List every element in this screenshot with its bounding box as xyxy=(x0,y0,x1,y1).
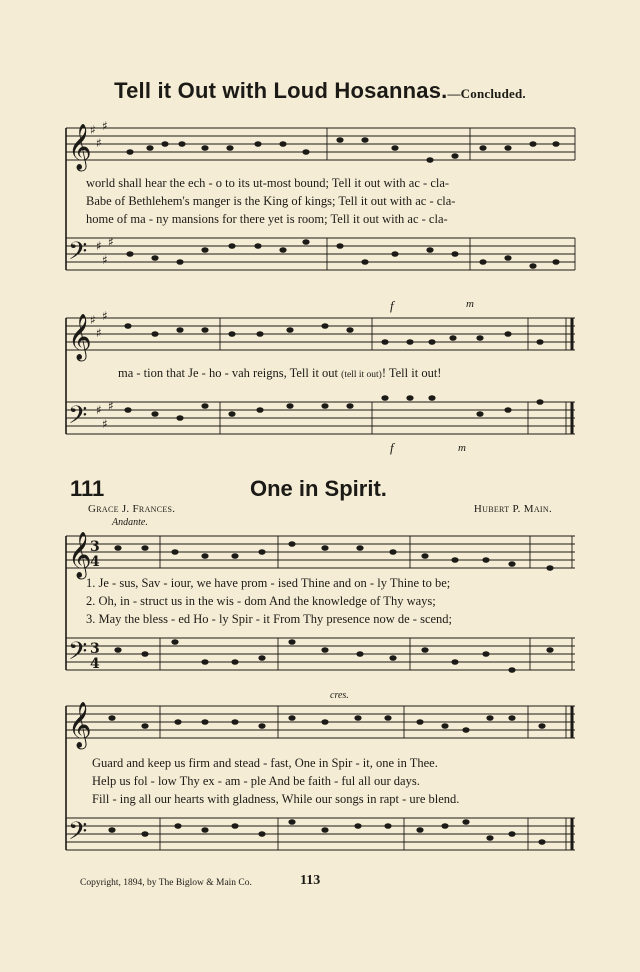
bass-clef-icon: 𝄢 xyxy=(68,401,88,436)
hymn1-s2-main: ma - tion that Je - ho - vah reigns, Tell it out xyxy=(118,366,339,380)
svg-text:♯: ♯ xyxy=(96,136,102,150)
dynamic-forte: f xyxy=(390,298,394,313)
svg-text:3: 3 xyxy=(90,539,100,555)
svg-text:♯: ♯ xyxy=(90,123,96,137)
svg-text:4: 4 xyxy=(90,656,100,672)
copyright-notice: Copyright, 1894, by The Biglow & Main Co. xyxy=(80,878,252,888)
svg-text:♯: ♯ xyxy=(90,313,96,327)
staff-d-treble xyxy=(66,706,575,738)
bass-clef-icon: 𝄢 xyxy=(68,817,88,852)
dynamic-mezzo-bass: m xyxy=(458,442,466,454)
svg-text:4: 4 xyxy=(90,554,100,570)
hymn2-s2-verse1: Guard and keep us firm and stead - fast, One in Spir - it, one in Thee. xyxy=(92,756,438,770)
staff-a-treble xyxy=(66,128,575,160)
hymn-number: 111 xyxy=(70,476,105,501)
svg-text:♯: ♯ xyxy=(96,403,102,417)
hymn-composer: Hubert P. Main. xyxy=(473,503,552,515)
bass-clef-icon: 𝄢 xyxy=(68,237,88,272)
svg-text:♯: ♯ xyxy=(102,417,108,431)
hymn2-s2-verse3: Fill - ing all our hearts with gladness, While our songs in rapt - ure blend. xyxy=(92,792,460,806)
treble-clef-icon: 𝄞 xyxy=(68,314,92,360)
hymn1-s1-verse2: Babe of Bethlehem's manger is the King of kings; Tell it out with ac - cla- xyxy=(86,194,456,208)
hymn1-s1-verse3: home of ma - ny mansions for there yet is room; Tell it out with ac - cla- xyxy=(86,212,448,226)
hymn2-s1-verse2: 2. Oh, in - struct us in the wis - dom And the knowledge of Thy ways; xyxy=(86,594,436,608)
hymn-author: Grace J. Frances. xyxy=(88,503,176,515)
page-number: 113 xyxy=(300,873,321,888)
bass-clef-icon: 𝄢 xyxy=(68,637,88,672)
hymn1-s2-paren: (tell it out) xyxy=(341,370,382,380)
hymn2-s2-verse2: Help us fol - low Thy ex - am - ple And be faith - ful all our days. xyxy=(92,774,420,788)
dynamic-mezzo: m xyxy=(466,298,474,310)
staff-c-treble xyxy=(66,536,575,568)
hymn1-s2-end: ! Tell it out! xyxy=(381,366,442,380)
staff-a-bass xyxy=(66,238,575,270)
svg-text:♯: ♯ xyxy=(102,119,108,133)
hymn2-s1-verse1: 1. Je - sus, Sav - iour, we have prom - ised Thine and on - ly Thine to be; xyxy=(86,576,451,590)
svg-text:♯: ♯ xyxy=(96,239,102,253)
staff-b-bass xyxy=(66,402,575,434)
svg-text:♯: ♯ xyxy=(96,326,102,340)
treble-clef-icon: 𝄞 xyxy=(68,702,92,748)
svg-text:♯: ♯ xyxy=(108,235,114,249)
hymn-title: One in Spirit. xyxy=(250,476,387,501)
tempo-marking: Andante. xyxy=(112,517,148,528)
crescendo-marking: cres. xyxy=(330,690,349,701)
dynamic-forte-bass: f xyxy=(390,440,394,455)
treble-clef-icon: 𝄞 xyxy=(68,124,92,170)
svg-text:♯: ♯ xyxy=(108,399,114,413)
heading-suffix: —Concluded. xyxy=(447,86,526,101)
hymn1-s1-verse1: world shall hear the ech - o to its ut-most bound; Tell it out with ac - cla- xyxy=(86,176,450,190)
staff-b-treble xyxy=(66,318,575,350)
svg-text:3: 3 xyxy=(90,641,100,657)
hymn2-s1-verse3: 3. May the bless - ed Ho - ly Spir - it From Thy presence now de - scend; xyxy=(86,612,453,626)
treble-clef-icon: 𝄞 xyxy=(68,532,92,578)
svg-text:♯: ♯ xyxy=(102,253,108,267)
hymn1-s2-lyrics xyxy=(118,366,441,381)
svg-text:♯: ♯ xyxy=(102,309,108,323)
heading-title: Tell it Out with Loud Hosannas. xyxy=(114,78,448,103)
